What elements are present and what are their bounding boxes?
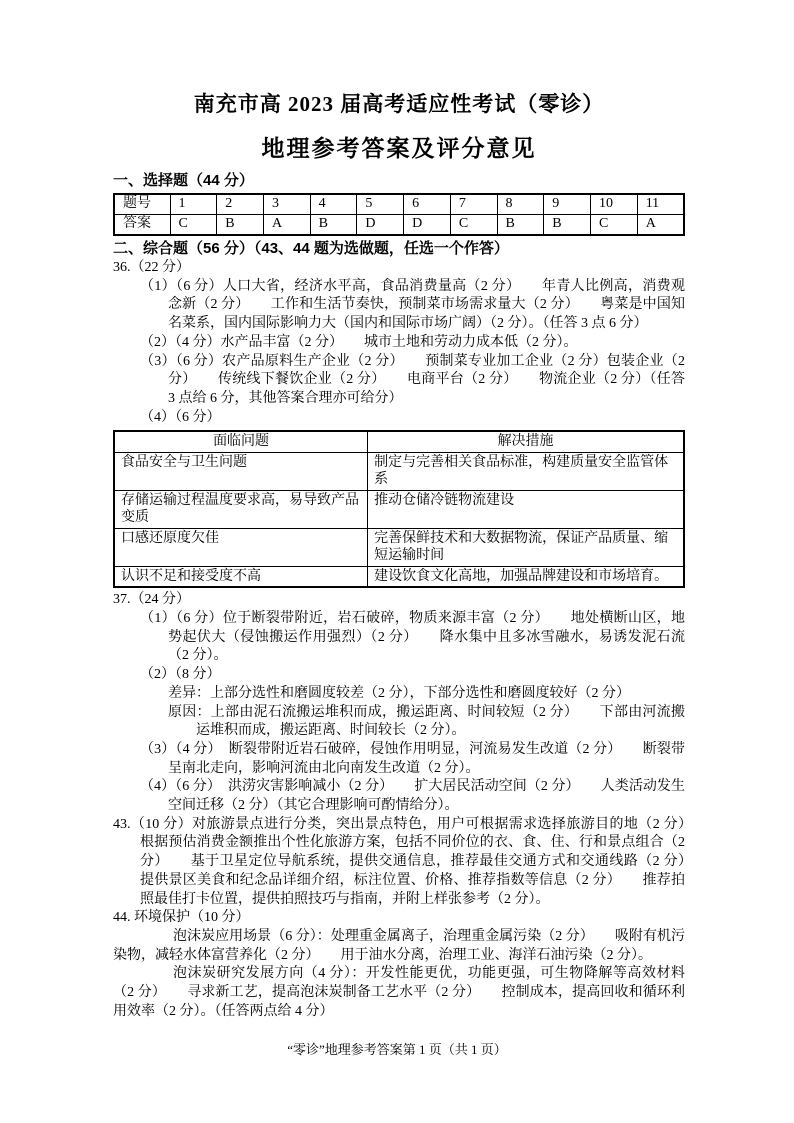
measure-cell: 完善保鲜技术和大数据物流，保证产品质量、缩短运输时间 (368, 528, 684, 566)
measure-cell: 建设饮食文化高地，加强品牌建设和市场培育。 (368, 566, 684, 587)
question-number-cell: 4 (310, 194, 357, 215)
exam-title: 南充市高 2023 届高考适应性考试（零诊） (193, 92, 605, 116)
measure-cell: 推动仓储冷链物流建设 (368, 490, 684, 528)
measure-column-header: 解决措施 (368, 431, 684, 452)
q37-item-2-head: （2）（8 分） (140, 667, 221, 683)
answer-cell: B (497, 215, 544, 236)
table-row (114, 566, 684, 587)
comprehensive-section-heading: 二、综合题（56 分）（43、44 题为选做题，任选一个作答） (113, 240, 509, 257)
q37-head: 37.（24 分） (113, 592, 190, 608)
q37-item-2-reason: 原因：上部由泥石流搬运堆积而成，搬运距离、时间较短（2 分） 下部由河流搬运堆积而成，搬运距离、时间较长（2 分）。 (168, 704, 685, 739)
answer-cell: D (404, 215, 451, 236)
table-row (114, 528, 684, 566)
question-number-cell: 3 (263, 194, 310, 215)
question-number-cell: 1 (170, 194, 217, 215)
answer-cell: B (310, 215, 357, 236)
q36-item-4: （4）（6 分） (140, 409, 221, 425)
measure-cell: 制定与完善相关食品标准，构建质量安全监管体系 (368, 452, 684, 490)
answer-cell: A (637, 215, 684, 236)
problem-cell: 食品安全与卫生问题 (114, 452, 368, 490)
answer-cell: B (217, 215, 264, 236)
question-number-cell: 6 (404, 194, 451, 215)
table-row (114, 490, 684, 528)
table-row (114, 452, 684, 490)
problem-cell: 口感还原度欠佳 (114, 528, 368, 566)
question-number-cell: 5 (357, 194, 404, 215)
q37-item-2-difference: 差异：上部分选性和磨圆度较差（2 分），下部分选性和磨圆度较好（2 分） (168, 685, 630, 701)
q36-head: 36.（22 分） (113, 260, 190, 275)
question-number-cell: 9 (544, 194, 591, 215)
answer-row (114, 215, 684, 236)
q36-problem-measure-table (113, 430, 685, 588)
answer-cell: B (544, 215, 591, 236)
problem-cell: 认识不足和接受度不高 (114, 566, 368, 587)
question-number-cell: 10 (590, 194, 637, 215)
q37-item-1: （1）（6 分）位于断裂带附近，岩石破碎，物质来源丰富（2 分） 地处横断山区，地势起伏大（侵蚀搬运作用强烈）（2 分） 降水集中且多冰雪融水，易诱发泥石流（2 分）。 (140, 611, 685, 664)
answer-cell: D (357, 215, 404, 236)
problem-column-header: 面临问题 (114, 431, 368, 452)
q36-item-2: （2）（4 分）水产品丰富（2 分） 城市土地和劳动力成本低（2 分）。 (140, 334, 578, 350)
page-footer: “零诊”地理参考答案第 1 页（共 1 页） (287, 1042, 507, 1057)
choice-section-heading: 一、选择题（44 分） (113, 172, 254, 189)
question-number-cell: 2 (217, 194, 264, 215)
q43-answer: 43.（10 分）对旅游景点进行分类，突出景点特色，用户可根据需求选择旅游目的地（2 分） 根据预估消费金额推出个性化旅游方案，包括不同价位的衣、食、住、行和景点组合（2 分） 基于卫星定位导航系统，提供交通信息，推荐最佳交通方式和交通线路（2 分） 提供景区美食和纪念品详细介绍，标注位置、价格、推荐指数等信息（2 分） 推荐拍照最佳打卡位置，提供拍照技巧与指南，并附上样张参考（2 分）。 (113, 816, 699, 907)
table-header-row (114, 431, 684, 452)
question-number-row (114, 194, 684, 215)
q44-paragraph-2: 泡沫炭研究发展方向（4 分）：开发性能更优，功能更强，可生物降解等高效材料（2 分） 寻求新工艺，提高泡沫炭制备工艺水平（2 分） 控制成本，提高回收和循环利用效率（2 分）。（任答两点给 4 分） (113, 966, 685, 1019)
question-number-cell: 7 (450, 194, 497, 215)
q36-item-3: （3）（6 分）农产品原料生产企业（2 分） 预制菜专业加工企业（2 分）包装企业（2 分） 传统线下餐饮企业（2 分） 电商平台（2 分） 物流企业（2 分）（任答 3 点给 6 分，其他答案合理亦可给分） (140, 353, 685, 406)
answer-cell: A (263, 215, 310, 236)
answer-cell: C (450, 215, 497, 236)
answer-label: 答案 (114, 215, 170, 236)
answer-cell: C (590, 215, 637, 236)
choice-answer-table (113, 193, 685, 236)
question-number-label: 题号 (114, 194, 170, 215)
question-number-cell: 11 (637, 194, 684, 215)
page-content (113, 0, 699, 1022)
q44-paragraph-1: 泡沫炭应用场景（6 分）：处理重金属离子，治理重金属污染（2 分） 吸附有机污染物，减轻水体富营养化（2 分） 用于油水分离，治理工业、海洋石油污染（2 分）。 (113, 928, 685, 963)
problem-cell: 存储运输过程温度要求高，易导致产品变质 (114, 490, 368, 528)
answer-key-subtitle: 地理参考答案及评分意见 (261, 135, 537, 161)
q37-item-4: （4）（6 分） 洪涝灾害影响减小（2 分） 扩大居民活动空间（2 分） 人类活动发生空间迁移（2 分）（其它合理影响可酌情给分）。 (140, 779, 685, 814)
q44-head: 44. 环境保护（10 分） (113, 910, 250, 926)
q37-item-3: （3）（4 分） 断裂带附近岩石破碎，侵蚀作用明显，河流易发生改道（2 分） 断裂带呈南北走向，影响河流由北向南发生改道（2 分）。 (140, 741, 685, 776)
q36-item-1: （1）（6 分）人口大省，经济水平高，食品消费量高（2 分） 年青人比例高，消费观念新（2 分） 工作和生活节奏快，预制菜市场需求量大（2 分） 粤菜是中国知名菜系，国内国际影响力大（国内和国际市场广阔）（2 分）。（任答 3 点 6 分） (140, 278, 685, 332)
question-number-cell: 8 (497, 194, 544, 215)
answer-cell: C (170, 215, 217, 236)
